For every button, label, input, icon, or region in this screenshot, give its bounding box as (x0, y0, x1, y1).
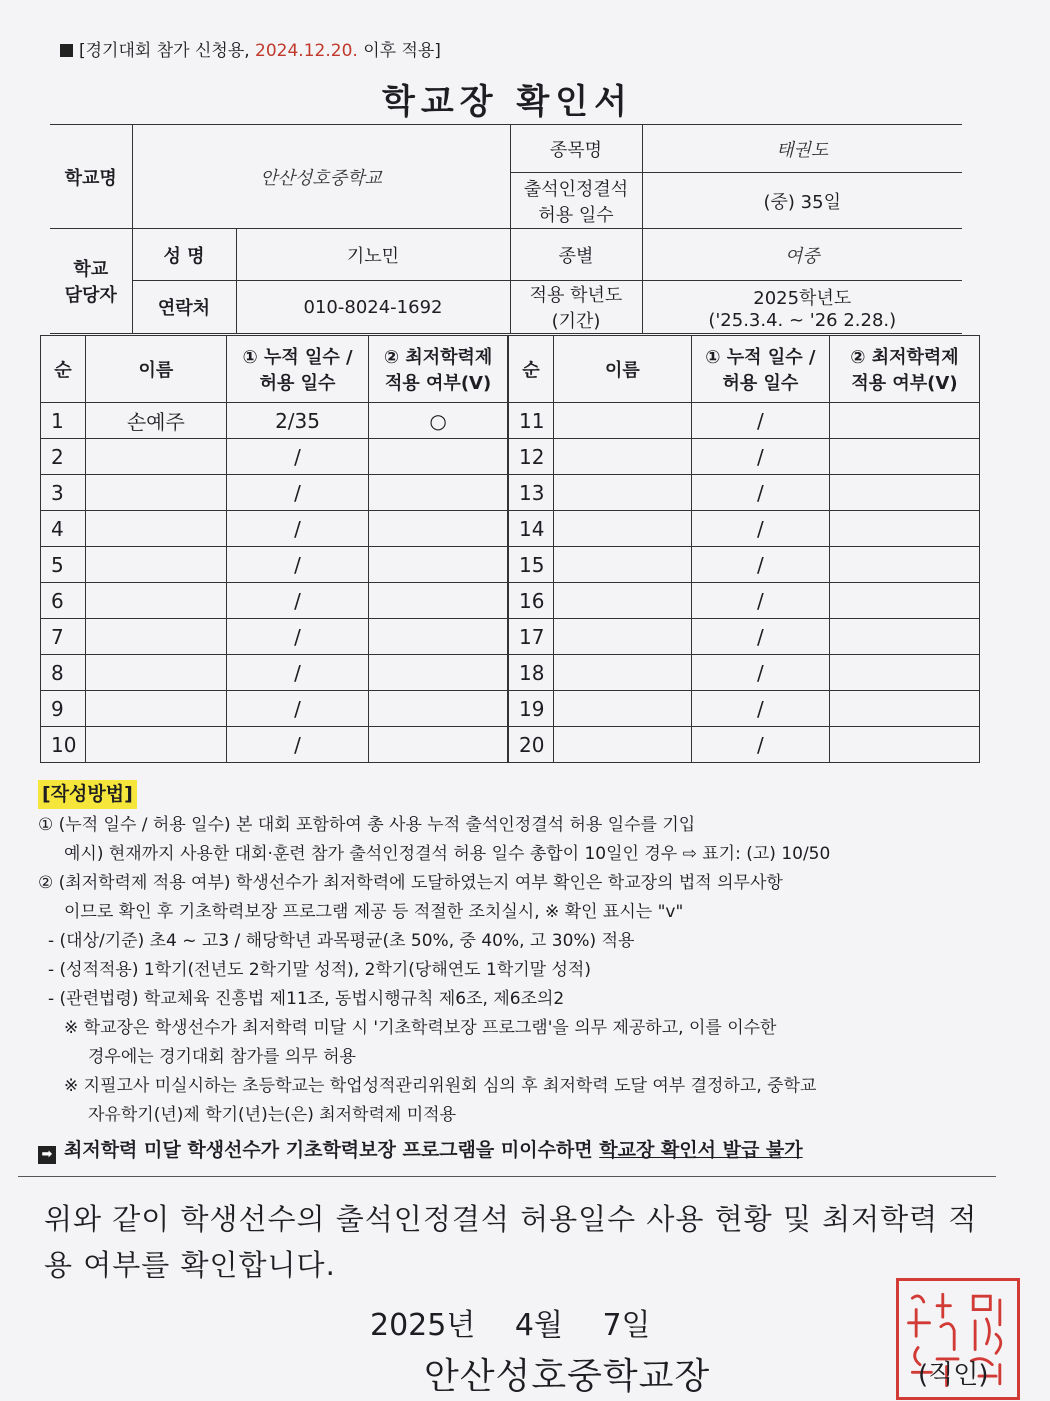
min-achievement-cell (369, 619, 508, 655)
row-number-cell: 12 (508, 439, 553, 475)
row-number-cell: 3 (41, 475, 86, 511)
row-number-cell: 14 (508, 511, 553, 547)
header-seq-right: 순 (508, 336, 553, 403)
days-cell: / (691, 475, 829, 511)
days-cell: / (691, 403, 829, 439)
arrow-right-icon: ➡ (38, 1146, 56, 1164)
student-name-cell (553, 475, 691, 511)
min-achievement-cell (369, 691, 508, 727)
row-number-cell: 13 (508, 475, 553, 511)
header-name-left: 이름 (85, 336, 226, 403)
row-number-cell: 10 (41, 727, 86, 763)
manager-label-line2: 담당자 (64, 285, 117, 306)
instruction-line: - (성적적용) 1학기(전년도 2학기말 성적), 2학기(당해연도 1학기말 성적) (48, 960, 591, 980)
row-number-cell: 4 (41, 511, 86, 547)
student-name-cell (85, 475, 226, 511)
roster-table (40, 335, 980, 763)
row-number-cell: 20 (508, 727, 553, 763)
table-row (41, 727, 980, 763)
roster-body (41, 403, 980, 763)
student-name-cell (85, 583, 226, 619)
student-name-cell (553, 439, 691, 475)
days-cell: / (691, 727, 829, 763)
year-label (510, 281, 642, 334)
instruction-line: 이므로 확인 후 기초학력보장 프로그램 제공 등 적절한 조치실시, ※ 확인 표시는 "v" (64, 902, 684, 922)
instruction-line: 자유학기(년)제 학기(년)는(은) 최저학력제 미적용 (88, 1105, 457, 1125)
days-cell: / (226, 439, 368, 475)
student-name-cell (553, 583, 691, 619)
header-min-right-line2: 적용 여부(V) (851, 373, 958, 394)
absence-label-line2: 허용 일수 (538, 204, 614, 226)
min-achievement-cell (829, 727, 979, 763)
min-achievement-cell (369, 583, 508, 619)
days-cell: / (226, 475, 368, 511)
student-name-cell (85, 655, 226, 691)
row-number-cell: 11 (508, 403, 553, 439)
days-cell: / (691, 619, 829, 655)
days-cell: / (226, 547, 368, 583)
min-achievement-cell (369, 547, 508, 583)
days-cell: / (226, 691, 368, 727)
row-number-cell: 7 (41, 619, 86, 655)
header-note-date: 2024.12.20. (255, 41, 358, 61)
row-number-cell: 5 (41, 547, 86, 583)
manager-label-line1: 학교 (73, 259, 109, 280)
min-achievement-cell (829, 655, 979, 691)
student-name-cell (85, 439, 226, 475)
row-number-cell: 6 (41, 583, 86, 619)
instruction-line: ② (최저학력제 적용 여부) 학생선수가 최저학력에 도달하였는지 여부 확인은 학교장의 법적 의무사항 (38, 873, 783, 893)
row-number-cell: 1 (41, 403, 86, 439)
days-cell: / (691, 655, 829, 691)
min-achievement-cell (829, 475, 979, 511)
instruction-line: ※ 지필고사 미실시하는 초등학교는 학업성적관리위원회 심의 후 최저학력 도달 여부 결정하고, 중학교 (64, 1076, 817, 1096)
absence-label-line1: 출석인정결석 (523, 178, 629, 200)
header-days-left (226, 336, 368, 403)
year-label-line2: (기간) (551, 311, 601, 332)
days-cell: / (226, 619, 368, 655)
instruction-lines (38, 811, 998, 1130)
min-achievement-cell (369, 655, 508, 691)
instruction-line: - (관련법령) 학교체육 진흥법 제11조, 동법시행규칙 제6조, 제6조의2 (48, 989, 565, 1009)
table-row (41, 691, 980, 727)
header-note-prefix: [경기대회 참가 신청용, (79, 41, 256, 61)
min-achievement-cell (829, 547, 979, 583)
student-name-cell (553, 691, 691, 727)
header-min-left (369, 336, 508, 403)
school-label: 학교명 (50, 125, 132, 229)
min-achievement-cell (369, 727, 508, 763)
year-value-line1: 2025학년도 (753, 287, 852, 309)
days-cell: / (226, 727, 368, 763)
name-label: 성 명 (132, 229, 236, 281)
instruction-line: ※ 학교장은 학생선수가 최저학력 미달 시 '기초학력보장 프로그램'을 의무 제공하고, 이를 이수한 (64, 1018, 777, 1038)
warning-line (38, 1136, 998, 1165)
student-name-cell (553, 547, 691, 583)
min-achievement-cell (369, 439, 508, 475)
table-row (41, 583, 980, 619)
table-row (41, 403, 980, 439)
warning-text: 최저학력 미달 학생선수가 기초학력보장 프로그램을 미이수하면 (64, 1139, 600, 1161)
min-achievement-cell (829, 583, 979, 619)
row-number-cell: 2 (41, 439, 86, 475)
min-achievement-cell (829, 439, 979, 475)
table-row (41, 619, 980, 655)
min-achievement-cell (829, 403, 979, 439)
year-label-line1: 적용 학년도 (529, 285, 623, 306)
category-value: 여중 (642, 229, 962, 281)
table-row (41, 439, 980, 475)
min-achievement-cell (829, 511, 979, 547)
days-cell: / (226, 583, 368, 619)
days-cell: / (226, 655, 368, 691)
row-number-cell: 9 (41, 691, 86, 727)
header-min-right-line1: ② 최저학력제 (850, 347, 959, 368)
header-min-left-line2: 적용 여부(V) (385, 373, 492, 394)
year-value (642, 281, 962, 334)
sign-name: 안산성호중학교장 (424, 1356, 711, 1397)
instructions-heading: [작성방법] (38, 780, 137, 809)
instructions (38, 780, 998, 1165)
table-row (41, 511, 980, 547)
header-days-right-line2: 허용 일수 (722, 373, 799, 394)
student-name-cell (553, 655, 691, 691)
student-name-cell (553, 511, 691, 547)
square-bullet-icon (60, 44, 73, 57)
student-name-cell (85, 511, 226, 547)
header-seq-left: 순 (41, 336, 86, 403)
student-name-cell: 손예주 (85, 403, 226, 439)
header-note (60, 36, 441, 61)
header-name-right: 이름 (553, 336, 691, 403)
page-title: 학교장 확인서 (382, 82, 633, 122)
student-name-cell (85, 691, 226, 727)
days-cell: / (691, 439, 829, 475)
event-label: 종목명 (510, 125, 642, 173)
sign-date: 2025년 4월 7일 (370, 1308, 651, 1343)
student-name-cell (85, 619, 226, 655)
min-achievement-cell (829, 691, 979, 727)
row-number-cell: 8 (41, 655, 86, 691)
table-row (41, 547, 980, 583)
row-number-cell: 16 (508, 583, 553, 619)
seal-label: (직인) (918, 1360, 989, 1390)
table-row (41, 475, 980, 511)
min-achievement-cell: ○ (369, 403, 508, 439)
instruction-line: - (대상/기준) 초4 ~ 고3 / 해당학년 과목평균(초 50%, 중 40%, 고 30%) 적용 (48, 931, 635, 951)
contact-value: 010-8024-1692 (236, 281, 510, 334)
days-cell: / (691, 547, 829, 583)
school-value: 안산성호중학교 (132, 125, 510, 229)
category-label: 종별 (510, 229, 642, 281)
event-value: 태권도 (642, 125, 962, 173)
absence-label (510, 173, 642, 229)
days-cell: / (691, 583, 829, 619)
header-days-left-line2: 허용 일수 (259, 373, 336, 394)
contact-label: 연락처 (132, 281, 236, 334)
days-cell: / (691, 691, 829, 727)
row-number-cell: 18 (508, 655, 553, 691)
header-min-left-line1: ② 최저학력제 (383, 347, 493, 368)
header-days-right (691, 336, 829, 403)
min-achievement-cell (829, 619, 979, 655)
confirmation-text: 위와 같이 학생선수의 출석인정결석 허용일수 사용 현황 및 최저학력 적용 여부를 확인합니다. (44, 1202, 978, 1282)
header-days-right-line1: ① 누적 일수 / (705, 347, 816, 368)
year-value-line2: ('25.3.4. ~ '26 2.28.) (708, 309, 897, 331)
days-cell: / (691, 511, 829, 547)
student-name-cell (553, 727, 691, 763)
row-number-cell: 17 (508, 619, 553, 655)
days-cell: 2/35 (226, 403, 368, 439)
min-achievement-cell (369, 475, 508, 511)
header-days-left-line1: ① 누적 일수 / (242, 347, 353, 368)
info-table (50, 124, 962, 334)
divider (18, 1176, 996, 1177)
student-name-cell (85, 547, 226, 583)
min-achievement-cell (369, 511, 508, 547)
row-number-cell: 15 (508, 547, 553, 583)
manager-label (50, 229, 132, 334)
header-note-suffix: 이후 적용] (357, 41, 441, 61)
header-min-right (829, 336, 979, 403)
absence-value: (중) 35일 (642, 173, 962, 229)
instruction-line: ① (누적 일수 / 허용 일수) 본 대회 포함하여 총 사용 누적 출석인정결석 허용 일수를 기입 (38, 815, 696, 835)
instruction-line: 예시) 현재까지 사용한 대회·훈련 참가 출석인정결석 허용 일수 총합이 10일인 경우 ⇨ 표기: (고) 10/50 (64, 844, 831, 864)
student-name-cell (553, 619, 691, 655)
instruction-line: 경우에는 경기대회 참가를 의무 허용 (88, 1047, 356, 1067)
warning-underlined: 학교장 확인서 발급 불가 (599, 1139, 803, 1161)
days-cell: / (226, 511, 368, 547)
student-name-cell (85, 727, 226, 763)
name-value: 기노민 (236, 229, 510, 281)
table-row (41, 655, 980, 691)
student-name-cell (553, 403, 691, 439)
row-number-cell: 19 (508, 691, 553, 727)
